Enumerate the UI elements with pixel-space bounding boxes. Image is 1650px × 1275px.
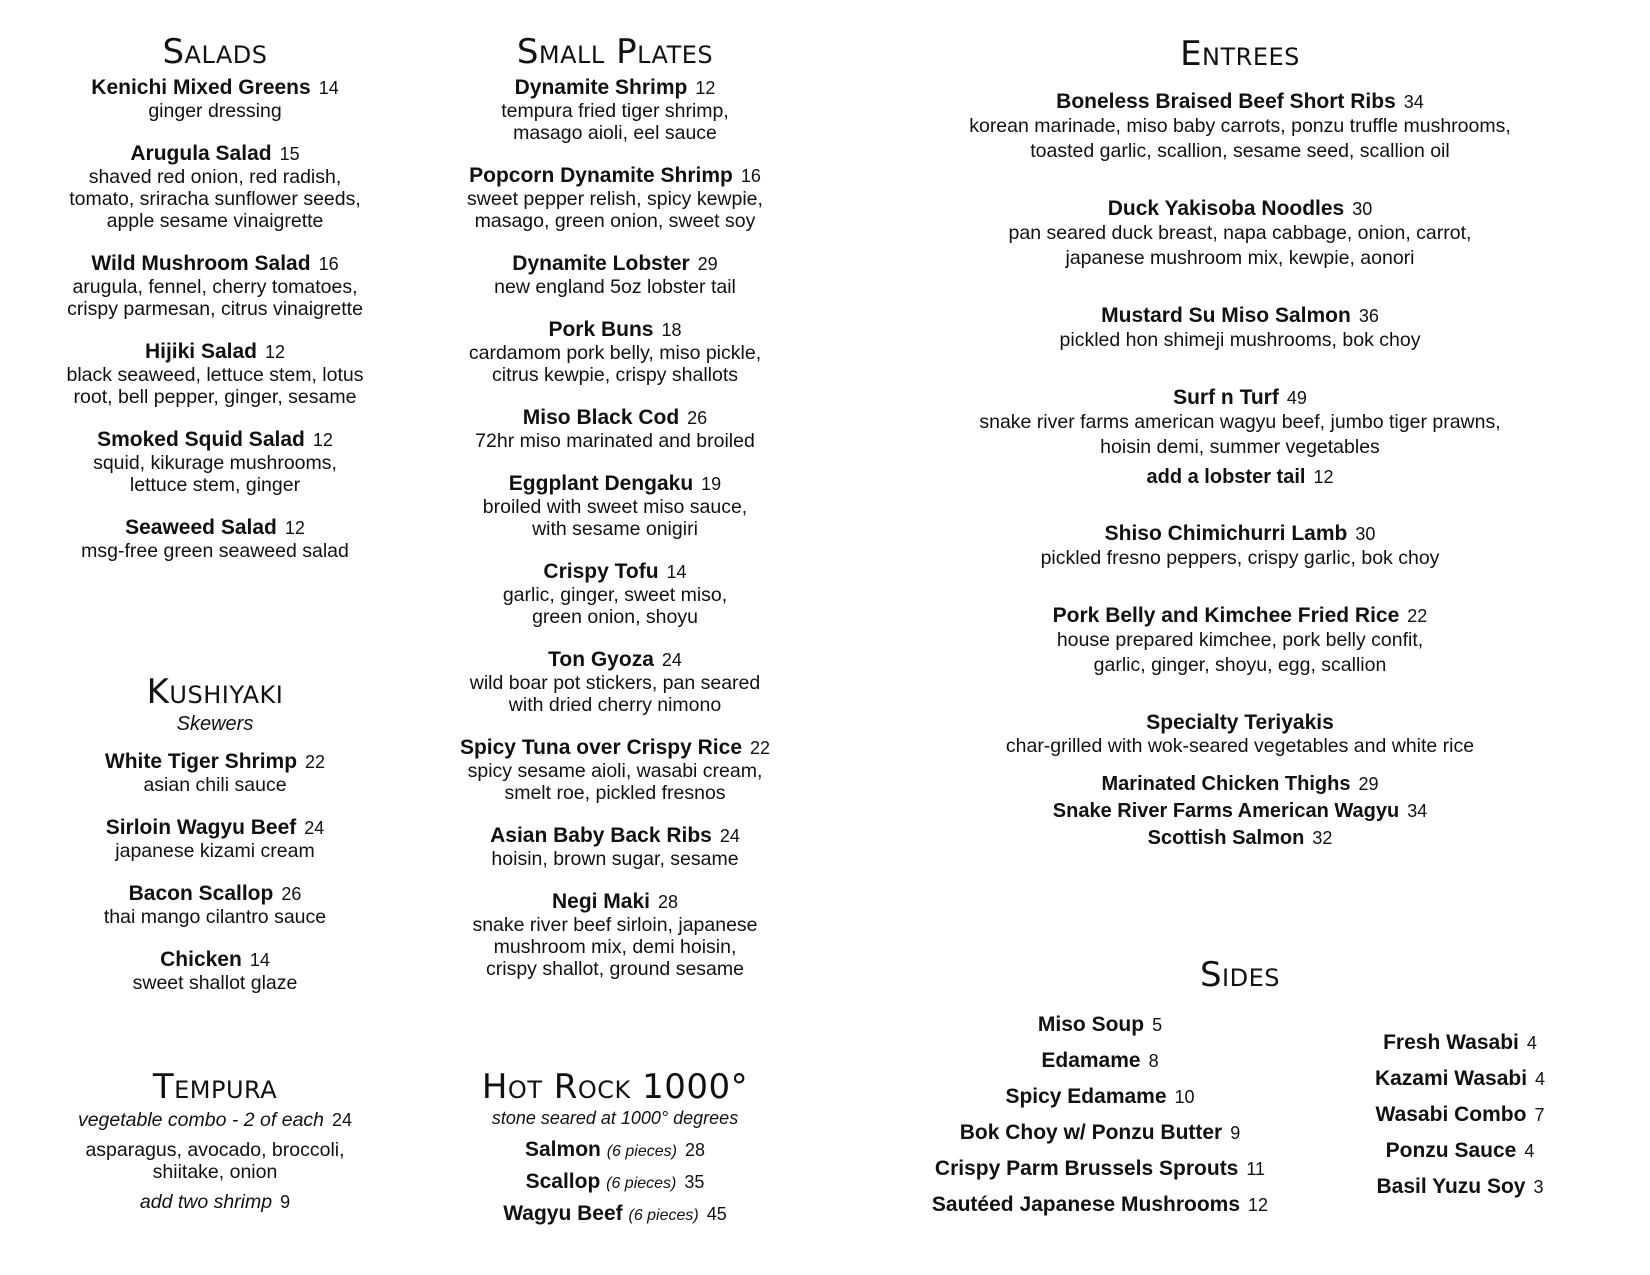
item-name: Eggplant Dengaku (508, 472, 694, 495)
item-name: Pork Buns (548, 318, 654, 341)
item-name: Popcorn Dynamite Shrimp (469, 164, 733, 187)
side-name: Basil Yuzu Soy (1376, 1175, 1526, 1198)
item-desc: hoisin demi, summer vegetables (1100, 436, 1380, 458)
item-desc: squid, kikurage mushrooms, (93, 452, 337, 474)
item-desc: japanese kizami cream (115, 840, 315, 862)
item-desc: arugula, fennel, cherry tomatoes, (72, 276, 358, 298)
menu-item (415, 318, 815, 386)
item-desc: masago, green onion, sweet soy (474, 210, 756, 232)
item-name: Surf n Turf (1173, 386, 1279, 409)
item-note: (6 pieces) (606, 1143, 677, 1160)
item-desc: house prepared kimchee, pork belly confit, (1056, 629, 1424, 651)
side-item (1320, 1061, 1600, 1097)
item-name: Wagyu Beef (503, 1202, 623, 1225)
side-price: 12 (1248, 1195, 1269, 1215)
tempura-combo-price: 24 (332, 1110, 353, 1130)
item-desc: 72hr miso marinated and broiled (475, 430, 755, 452)
item-price: 14 (318, 78, 339, 98)
menu-item (20, 882, 410, 928)
item-price: 35 (684, 1172, 705, 1192)
tempura-title: Tempura (152, 1067, 278, 1107)
item-desc: with dried cherry nimono (508, 694, 722, 716)
side-price: 4 (1524, 1141, 1535, 1161)
item-price: 28 (658, 892, 679, 912)
item-desc: lettuce stem, ginger (129, 474, 301, 496)
menu-item (415, 560, 815, 628)
item-price: 16 (740, 166, 761, 186)
menu-item (880, 90, 1600, 164)
side-price: 10 (1174, 1087, 1195, 1107)
item-name: Arugula Salad (130, 142, 272, 165)
side-item (880, 1187, 1320, 1223)
menu-item (20, 948, 410, 994)
item-price: 16 (318, 254, 339, 274)
item-price: 22 (1407, 606, 1428, 626)
sides-title: Sides (1199, 955, 1281, 995)
item-name: Hijiki Salad (144, 340, 257, 363)
menu-item (415, 890, 815, 980)
side-name: Edamame (1041, 1049, 1141, 1072)
item-desc: thai mango cilantro sauce (103, 906, 327, 928)
item-desc: black seaweed, lettuce stem, lotus (66, 364, 364, 386)
menu-item (20, 252, 410, 320)
sides-section (880, 955, 1600, 1216)
side-item (880, 1115, 1320, 1151)
item-price: 24 (661, 650, 682, 670)
side-item (1320, 1097, 1600, 1133)
item-name: Duck Yakisoba Noodles (1107, 197, 1345, 220)
item-desc: shaved red onion, red radish, (88, 166, 342, 188)
side-price: 11 (1246, 1159, 1266, 1179)
item-desc: japanese mushroom mix, kewpie, aonori (1065, 247, 1415, 269)
item-desc: cardamom pork belly, miso pickle, (468, 342, 762, 364)
item-desc: garlic, ginger, shoyu, egg, scallion (1093, 654, 1387, 676)
entrees-section (880, 34, 1600, 852)
menu-item (20, 340, 410, 408)
item-name: Ton Gyoza (548, 648, 654, 671)
item-price: 36 (1358, 306, 1379, 326)
item-name: Bacon Scallop (128, 882, 274, 905)
item-name: Boneless Braised Beef Short Ribs (1056, 90, 1396, 113)
item-name: Asian Baby Back Ribs (490, 824, 712, 847)
item-name: Dynamite Shrimp (514, 76, 688, 99)
menu-item (415, 1167, 815, 1199)
item-desc: char-grilled with wok-seared vegetables and white rice (1005, 735, 1475, 757)
item-desc: new england 5oz lobster tail (494, 276, 736, 298)
item-price: 24 (719, 826, 740, 846)
menu-item (415, 406, 815, 452)
item-desc: mushroom mix, demi hoisin, (493, 936, 737, 958)
side-item (1320, 1133, 1600, 1169)
item-desc: toasted garlic, scallion, sesame seed, scallion oil (1030, 140, 1450, 162)
teriyaki-option: Snake River Farms American Wagyu (1052, 800, 1400, 822)
item-name: Dynamite Lobster (512, 252, 690, 275)
menu-item (415, 736, 815, 804)
item-desc: with sesame onigiri (532, 518, 698, 540)
item-price: 22 (750, 738, 771, 758)
item-desc: green onion, shoyu (532, 606, 698, 628)
item-desc: korean marinade, miso baby carrots, ponzu truffle mushrooms, (969, 115, 1511, 137)
tempura-desc: shiitake, onion (152, 1161, 278, 1183)
salads-title: Salads (162, 32, 268, 72)
side-name: Ponzu Sauce (1385, 1139, 1517, 1162)
item-name: Crispy Tofu (543, 560, 659, 583)
item-price: 24 (304, 818, 325, 838)
item-price: 30 (1355, 524, 1376, 544)
item-name: Kenichi Mixed Greens (91, 76, 311, 99)
item-desc: snake river beef sirloin, japanese (472, 914, 758, 936)
side-price: 5 (1152, 1015, 1163, 1035)
side-price: 4 (1535, 1069, 1546, 1089)
side-price: 9 (1230, 1123, 1241, 1143)
hot-rock-title: Hot Rock 1000° (481, 1067, 749, 1107)
side-name: Spicy Edamame (1005, 1085, 1167, 1108)
side-name: Kazami Wasabi (1374, 1067, 1528, 1090)
small-plates-title: Small Plates (516, 32, 714, 72)
item-price: 45 (706, 1204, 727, 1224)
kushiyaki-section (20, 672, 410, 994)
item-desc: pickled hon shimeji mushrooms, bok choy (1059, 329, 1421, 351)
item-desc: spicy sesame aioli, wasabi cream, (467, 760, 763, 782)
item-addon: add a lobster tail (1146, 466, 1306, 488)
menu-item (415, 648, 815, 716)
item-desc: snake river farms american wagyu beef, jumbo tiger prawns, (979, 411, 1501, 433)
item-price: 19 (701, 474, 722, 494)
menu-item (20, 516, 410, 562)
menu-item (415, 1199, 815, 1231)
item-desc: pickled fresno peppers, crispy garlic, bok choy (1040, 547, 1440, 569)
teriyaki-option: Scottish Salmon (1147, 827, 1305, 849)
item-name: Seaweed Salad (125, 516, 277, 539)
menu-item (20, 816, 410, 862)
sides-list-right (1320, 1025, 1600, 1205)
menu-item (880, 386, 1600, 489)
item-name: Salmon (525, 1138, 601, 1161)
item-name: Scallop (525, 1170, 601, 1193)
menu-item (880, 197, 1600, 271)
item-desc: apple sesame vinaigrette (106, 210, 324, 232)
side-name: Miso Soup (1037, 1013, 1145, 1036)
menu-item (415, 472, 815, 540)
menu-item (880, 304, 1600, 353)
side-item (880, 1151, 1320, 1187)
menu-item (415, 76, 815, 144)
item-desc: root, bell pepper, ginger, sesame (73, 386, 357, 408)
side-name: Fresh Wasabi (1383, 1031, 1519, 1054)
tempura-combo-label: vegetable combo - 2 of each (77, 1109, 325, 1131)
item-name: Smoked Squid Salad (97, 428, 305, 451)
item-name: Mustard Su Miso Salmon (1101, 304, 1351, 327)
kushiyaki-subtitle: Skewers (176, 713, 254, 735)
item-price: 26 (687, 408, 708, 428)
tempura-addon-label: add two shrimp (139, 1191, 273, 1213)
item-name: Miso Black Cod (522, 406, 680, 429)
kushiyaki-title: Kushiyaki (146, 672, 284, 712)
menu-item (415, 1135, 815, 1167)
item-name: Chicken (160, 948, 242, 971)
item-desc: tomato, sriracha sunflower seeds, (69, 188, 361, 210)
item-name: Spicy Tuna over Crispy Rice (459, 736, 742, 759)
entrees-title: Entrees (1180, 34, 1300, 74)
item-name: Pork Belly and Kimchee Fried Rice (1052, 604, 1400, 627)
salads-section (20, 32, 410, 562)
side-name: Crispy Parm Brussels Sprouts (934, 1157, 1239, 1180)
item-desc: crispy shallot, ground sesame (486, 958, 744, 980)
tempura-desc: asparagus, avocado, broccoli, (85, 1139, 345, 1161)
menu-item (415, 252, 815, 298)
item-price: 12 (312, 430, 333, 450)
hot-rock-subtitle: stone seared at 1000° degrees (491, 1108, 739, 1128)
item-desc: pan seared duck breast, napa cabbage, onion, carrot, (1008, 222, 1472, 244)
small-plates-section (415, 32, 815, 980)
sides-list-left (880, 1007, 1320, 1223)
item-price: 15 (279, 144, 300, 164)
side-item (1320, 1169, 1600, 1205)
item-desc: broiled with sweet miso sauce, (482, 496, 748, 518)
item-desc: sweet pepper relish, spicy kewpie, (467, 188, 763, 210)
menu-item (415, 824, 815, 870)
item-price: 28 (684, 1140, 705, 1160)
item-note: (6 pieces) (606, 1175, 677, 1192)
side-price: 7 (1534, 1105, 1545, 1125)
item-desc: crispy parmesan, citrus vinaigrette (67, 298, 363, 320)
item-price: 12 (265, 342, 286, 362)
side-price: 4 (1526, 1033, 1537, 1053)
teriyaki-option: Marinated Chicken Thighs (1101, 773, 1351, 795)
teriyaki-option-price: 32 (1312, 828, 1333, 848)
item-price: 18 (661, 320, 682, 340)
teriyaki-block (880, 711, 1600, 852)
menu-item (20, 428, 410, 496)
item-desc: ginger dressing (148, 100, 282, 122)
item-price: 14 (249, 950, 270, 970)
menu-item (880, 522, 1600, 571)
menu-item (20, 750, 410, 796)
item-desc: citrus kewpie, crispy shallots (492, 364, 738, 386)
item-desc: hoisin, brown sugar, sesame (491, 848, 739, 870)
tempura-addon-price: 9 (280, 1192, 291, 1212)
item-price: 22 (305, 752, 326, 772)
side-item (880, 1043, 1320, 1079)
side-item (880, 1079, 1320, 1115)
item-name: Negi Maki (551, 890, 650, 913)
teriyaki-option-price: 34 (1407, 801, 1428, 821)
tempura-section (20, 1067, 410, 1213)
item-desc: smelt roe, pickled fresnos (504, 782, 726, 804)
item-price: 34 (1403, 92, 1424, 112)
item-name: Specialty Teriyakis (1146, 711, 1334, 734)
menu-item (415, 164, 815, 232)
item-name: White Tiger Shrimp (104, 750, 298, 773)
side-price: 8 (1148, 1051, 1159, 1071)
item-price: 30 (1352, 199, 1373, 219)
item-desc: sweet shallot glaze (132, 972, 298, 994)
menu-item (20, 142, 410, 232)
item-desc: garlic, ginger, sweet miso, (502, 584, 728, 606)
side-name: Sautéed Japanese Mushrooms (931, 1193, 1241, 1216)
item-desc: wild boar pot stickers, pan seared (469, 672, 761, 694)
item-desc: asian chili sauce (143, 774, 287, 796)
side-item (1320, 1025, 1600, 1061)
menu-item (20, 76, 410, 122)
hot-rock-section (415, 1067, 815, 1231)
item-name: Sirloin Wagyu Beef (105, 816, 297, 839)
item-price: 29 (697, 254, 718, 274)
item-price: 12 (284, 518, 305, 538)
item-addon-price: 12 (1313, 467, 1334, 487)
menu-item (880, 604, 1600, 678)
item-desc: msg-free green seaweed salad (81, 540, 349, 562)
item-note: (6 pieces) (628, 1207, 699, 1224)
item-name: Shiso Chimichurri Lamb (1104, 522, 1348, 545)
item-price: 14 (666, 562, 687, 582)
item-name: Wild Mushroom Salad (91, 252, 311, 275)
item-price: 26 (281, 884, 302, 904)
side-name: Bok Choy w/ Ponzu Butter (959, 1121, 1223, 1144)
item-price: 49 (1286, 388, 1307, 408)
teriyaki-option-price: 29 (1358, 774, 1379, 794)
side-item (880, 1007, 1320, 1043)
item-desc: masago aioli, eel sauce (513, 122, 717, 144)
side-price: 3 (1533, 1177, 1544, 1197)
item-desc: tempura fried tiger shrimp, (501, 100, 729, 122)
side-name: Wasabi Combo (1375, 1103, 1527, 1126)
item-price: 12 (695, 78, 716, 98)
